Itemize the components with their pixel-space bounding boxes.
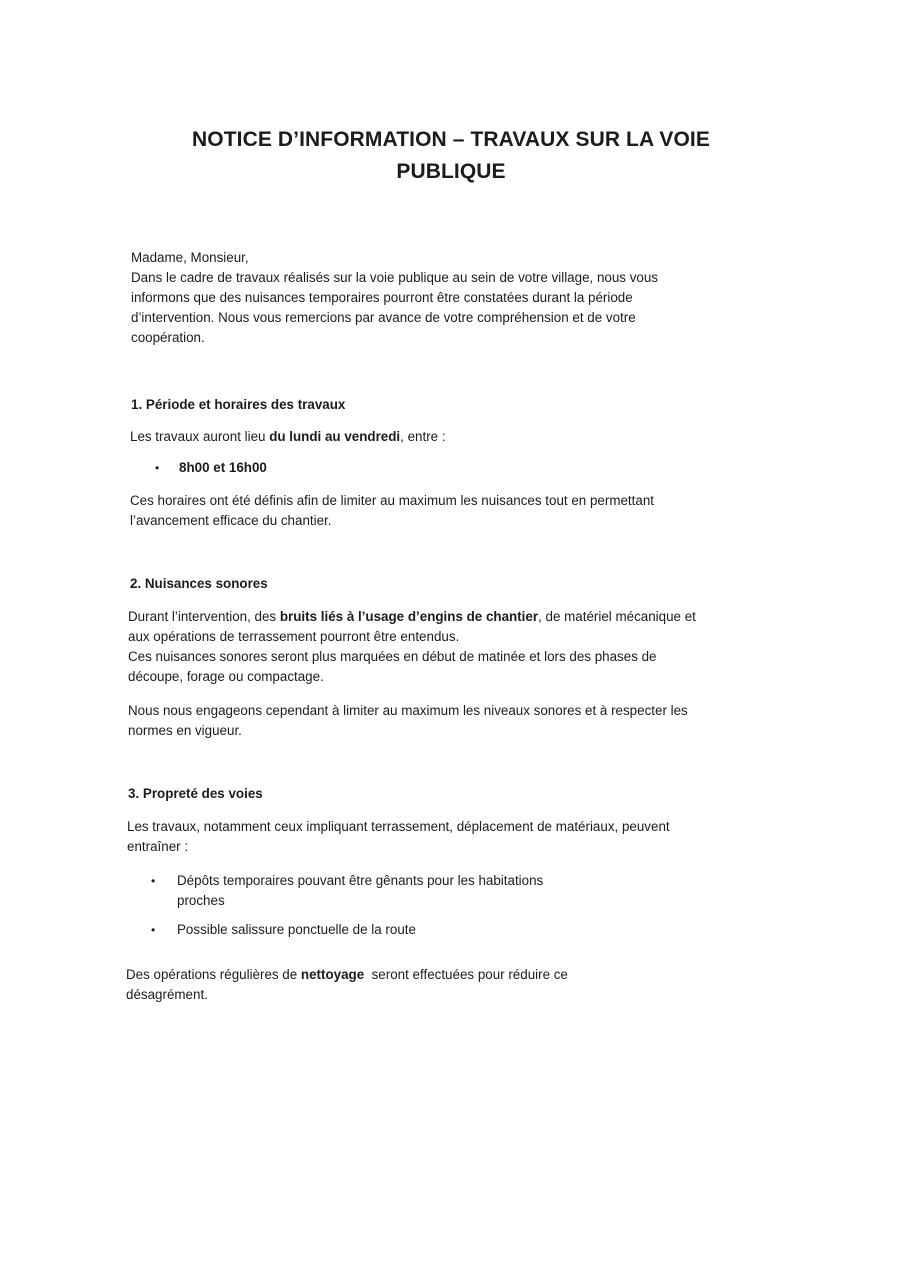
section-2-paragraph-1 [128, 607, 696, 687]
intro-paragraph [131, 248, 658, 348]
section-3-heading: 3. Propreté des voies [128, 786, 263, 801]
note-line: l’avancement efficace du chantier. [130, 513, 332, 528]
section-2-heading: 2. Nuisances sonores [130, 576, 268, 591]
text: Des opérations régulières de [126, 967, 301, 982]
bold-text: bruits liés à l’usage d’engins de chantier [279, 609, 539, 624]
text: , entre : [400, 429, 446, 444]
text-line: découpe, forage ou compactage. [128, 669, 324, 684]
text: seront effectuées pour réduire ce [364, 967, 568, 982]
text-line: aux opérations de terrassement pourront être entendus. [128, 629, 460, 644]
bullet-line: proches [177, 893, 225, 908]
section-1-note [130, 491, 654, 531]
bullet-icon: • [151, 923, 156, 937]
section-1-heading: 1. Période et horaires des travaux [131, 397, 346, 412]
title-line-1: NOTICE D’INFORMATION – TRAVAUX SUR LA VOIE [192, 128, 710, 151]
text: Durant l’intervention, des [128, 609, 280, 624]
text: , de matériel mécanique et [538, 609, 696, 624]
text-line: Nous nous engageons cependant à limiter au maximum les niveaux sonores et à respecter les [128, 703, 688, 718]
bullet-icon: • [151, 874, 156, 888]
greeting: Madame, Monsieur, [131, 250, 249, 265]
section-3-intro [127, 817, 670, 857]
bullet-icon: • [155, 461, 160, 475]
text: Les travaux auront lieu [130, 429, 270, 444]
intro-line: Dans le cadre de travaux réalisés sur la voie publique au sein de votre village, nous vous [131, 270, 659, 285]
text-line: Les travaux, notamment ceux impliquant terrassement, déplacement de matériaux, peuvent [127, 819, 670, 834]
bold-text: du lundi au vendredi [269, 429, 401, 444]
text-line: désagrément. [126, 987, 208, 1002]
note-line: Ces horaires ont été définis afin de limiter au maximum les nuisances tout en permettant [130, 493, 654, 508]
text-line: Ces nuisances sonores seront plus marquées en début de matinée et lors des phases de [128, 649, 657, 664]
page-title [120, 124, 782, 188]
title-line-2: PUBLIQUE [396, 160, 506, 183]
text-line: normes en vigueur. [128, 723, 242, 738]
section-3-bullet-1 [177, 871, 543, 911]
section-3-closing [126, 965, 568, 1005]
intro-line: informons que des nuisances temporaires pourront être constatées durant la période [131, 290, 633, 305]
section-1-text [130, 427, 446, 447]
bullet-line: Dépôts temporaires pouvant être gênants pour les habitations [177, 873, 544, 888]
intro-line: d’intervention. Nous vous remercions par avance de votre compréhension et de votre [131, 310, 636, 325]
text-line: entraîner : [127, 839, 189, 854]
section-3-bullet-2: Possible salissure ponctuelle de la route [177, 922, 416, 937]
section-1-bullet: 8h00 et 16h00 [179, 460, 267, 475]
bold-text: nettoyage [300, 967, 365, 982]
intro-line: coopération. [131, 330, 205, 345]
section-2-paragraph-2 [128, 701, 688, 741]
